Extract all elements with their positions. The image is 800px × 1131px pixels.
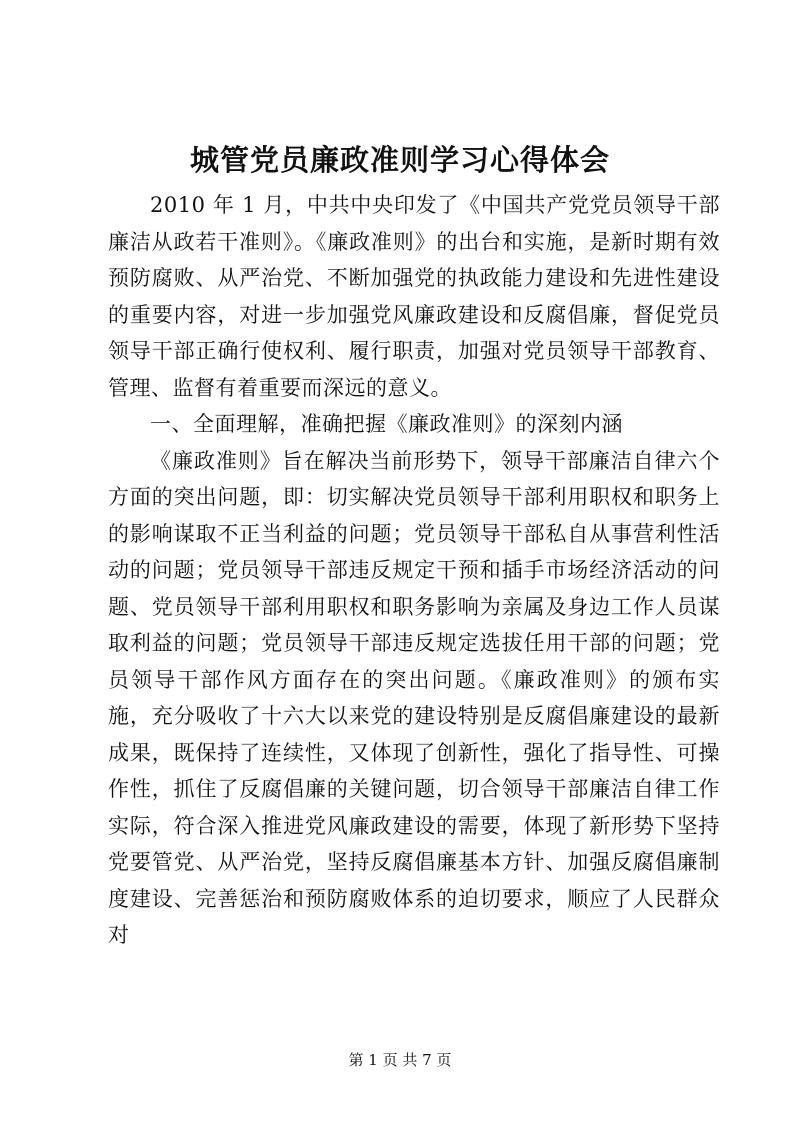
document-title: 城管党员廉政准则学习心得体会 xyxy=(189,143,610,177)
intro-paragraph: 2010 年 1 月，中共中央印发了《中国共产党党员领导干部廉洁从政若干准则》。《廉政准则》的出台和实施，是新时期有效预防腐败、从严治党、不断加强党的执政能力建设和先进性建设的重要内容，对进一步加强党风廉政建设和反腐倡廉，督促党员领导干部正确行使权利、履行职责，加强对党员领导干部教育、管理、监督有着重要而深远的意义。 xyxy=(108,193,720,400)
section-1-paragraph: 《廉政准则》旨在解决当前形势下，领导干部廉洁自律六个方面的突出问题，即：切实解决党员领导干部利用职权和职务上的影响谋取不正当利益的问题；党员领导干部私自从事营利性活动的问题；党员领导干部违反规定干预和插手市场经济活动的问题、党员领导干部利用职权和职务影响为亲属及身边工作人员谋取利益的问题；党员领导干部违反规定选拔任用干部的问题；党员领导干部作风方面存在的突出问题。《廉政准则》的颁布实施，充分吸收了十六大以来党的建设特别是反腐倡廉建设的最新成果，既保持了连续性，又体现了创新性，强化了指导性、可操作性，抓住了反腐倡廉的关键问题，切合领导干部廉洁自律工作实际，符合深入推进党风廉政建设的需要，体现了新形势下坚持党要管党、从严治党，坚持反腐倡廉基本方针、加强反腐倡廉制度建设、完善惩治和预防腐败体系的迫切要求，顺应了人民群众对 xyxy=(108,448,720,947)
document-body xyxy=(108,187,720,954)
section-heading-1: 一、全面理解，准确把握《廉政准则》的深刻内涵 xyxy=(150,412,623,436)
page-number-footer: 第 1 页 共 7 页 xyxy=(348,1051,452,1069)
